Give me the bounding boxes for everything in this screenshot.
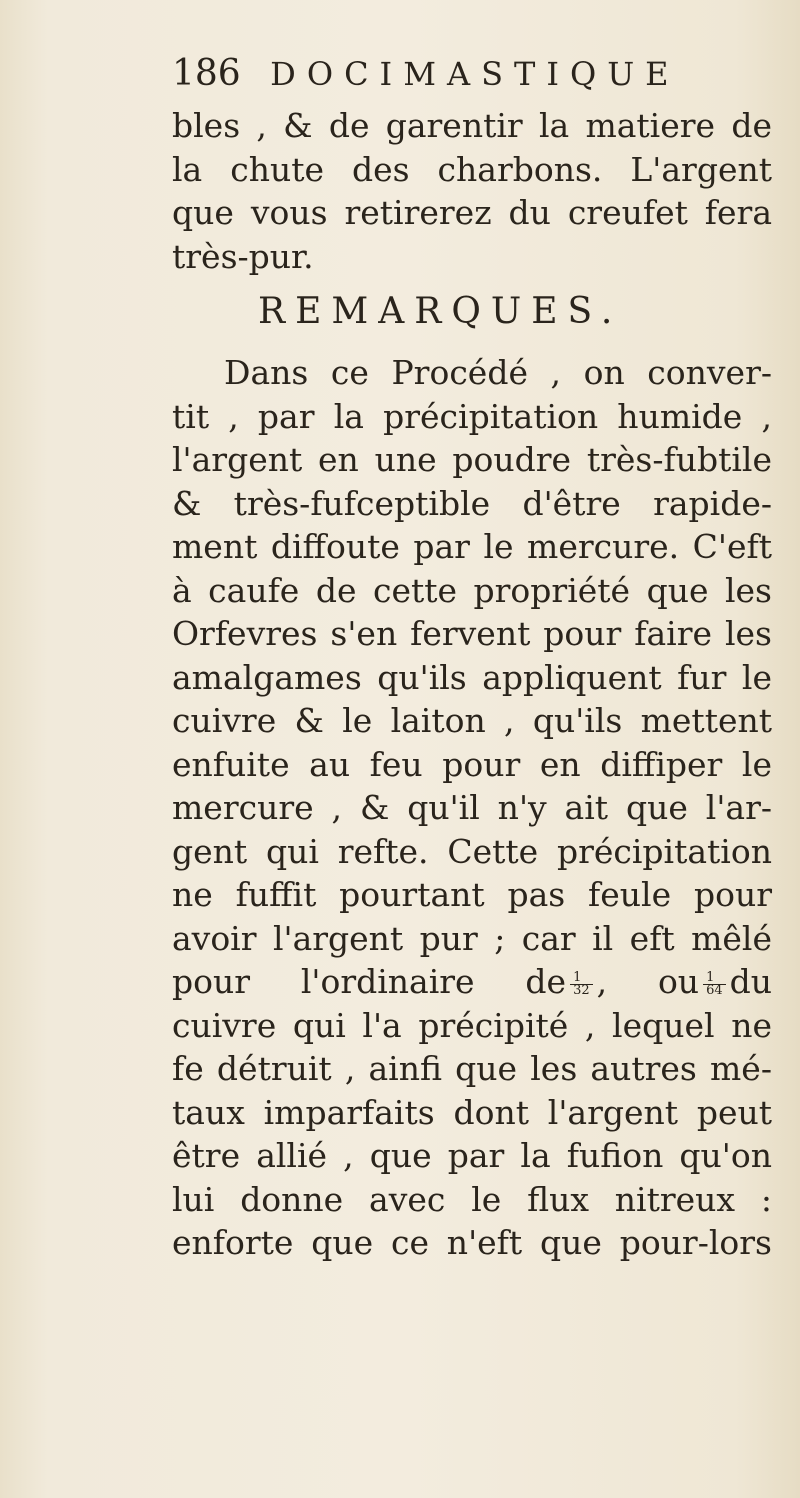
text-line: avoir l'argent pur ; car il eft mêlé [172, 918, 772, 958]
fraction-line-start: pour l'ordinaire de [172, 962, 567, 1001]
page-number: 186 [172, 53, 241, 94]
text-line: à caufe de cette propriété que les [172, 570, 772, 610]
text-line: l'argent en une poudre très-fubtile [172, 440, 772, 479]
text-line: Dans ce Procédé , on conver- [224, 353, 772, 392]
text-line: enforte que ce n'eft que pour-lors [172, 1223, 772, 1262]
text-line: très-pur. [172, 236, 314, 276]
text-line: Orfevres s'en fervent pour faire les [172, 614, 772, 653]
text-line: lui donne avec le flux nitreux : [172, 1179, 772, 1219]
fraction-line-end: du [729, 962, 773, 1001]
text-line: bles , & de garentir la matiere de [172, 106, 772, 145]
text-line: & très-fufceptible d'être rapide- [172, 483, 772, 523]
page-header [172, 52, 680, 96]
text-line: fe détruit , ainfi que les autres mé- [172, 1049, 772, 1088]
fraction-line-middle: , ou [596, 962, 700, 1001]
fraction-one-thirty-second: $\frac{1}{32}$ [570, 972, 593, 997]
remarks-paragraph [172, 351, 772, 1265]
text-line: gent qui refte. Cette précipitation [172, 831, 772, 871]
text-line: taux imparfaits dont l'argent peut [172, 1092, 772, 1132]
text-line: cuivre & le laiton , qu'ils mettent [172, 701, 772, 740]
text-line: tit , par la précipitation humide , [172, 396, 772, 436]
text-line: mercure , & qu'il n'y ait que l'ar- [172, 788, 772, 827]
text-line: ne fuffit pourtant pas feule pour [172, 875, 772, 914]
text-line: amalgames qu'ils appliquent fur le [172, 657, 772, 697]
section-heading: REMARQUES. [258, 291, 623, 332]
text-line: être allié , que par la fufion qu'on [172, 1136, 772, 1175]
text-line: la chute des charbons. L'argent [172, 149, 772, 189]
running-head: DOCIMASTIQUE [270, 55, 680, 93]
text-line: que vous retirerez du creufet fera [172, 193, 772, 232]
text-line: cuivre qui l'a précipité , lequel ne [172, 1005, 772, 1045]
continued-paragraph [172, 104, 772, 278]
fraction-one-sixty-fourth: $\frac{1}{64}$ [703, 972, 726, 997]
fraction-text-line [172, 960, 772, 1004]
text-line: enfuite au feu pour en diffiper le [172, 744, 772, 784]
text-line: ment diffoute par le mercure. C'eft [172, 527, 772, 566]
